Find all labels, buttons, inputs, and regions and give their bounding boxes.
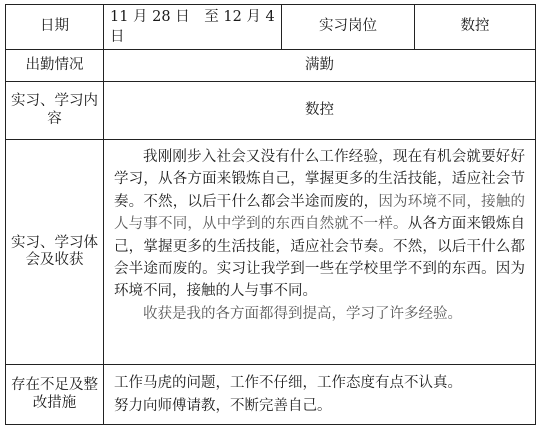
experience-paragraph-1	[114, 146, 525, 303]
experience-paragraph-2: 收获是我的各方面都得到提高，学习了许多经验。	[143, 305, 462, 322]
experience-text-part-2: 因为环境不同，接触的人与事不同，从中学到的东西自然就不一样。	[114, 193, 526, 233]
improvement-line-1: 工作马虎的问题，工作不仔细，工作态度有点不认真。	[114, 375, 462, 392]
improvement-label: 存在不足及整改措施	[6, 365, 104, 425]
attendance-value: 满勤	[104, 50, 536, 82]
position-value: 数控	[415, 5, 536, 50]
experience-text-part-1: 我刚刚步入社会又没有什么工作经验，现在有机会就要好好学习，从各方面来锻炼自己，掌握更多的生活技能，适应社会节奏。不然，以后干什么都会半途而废的，	[114, 149, 525, 210]
row-improvement	[6, 365, 536, 425]
content-label: 实习、学习内容	[6, 82, 104, 140]
row-experience	[6, 140, 536, 365]
experience-text	[104, 140, 536, 365]
internship-report-table	[5, 4, 536, 425]
row-content	[6, 82, 536, 140]
improvement-line-2: 努力向师傅请教，不断完善自己。	[114, 397, 332, 414]
row-attendance	[6, 50, 536, 82]
experience-label: 实习、学习体会及收获	[6, 140, 104, 365]
position-label: 实习岗位	[282, 5, 415, 50]
row-date	[6, 5, 536, 50]
date-value: 11 月 28 日 至 12 月 4 日	[104, 5, 282, 50]
improvement-text	[104, 365, 536, 425]
experience-text-part-3: 从各方面来锻炼自己，掌握更多的生活技能，适应社会节奏。不然，以后干什么都会半途而废的。实习让我学到一些在学校里学不到的东西。因为环境不同，接触的人与事不同。	[114, 216, 525, 300]
attendance-label: 出勤情况	[6, 50, 104, 82]
date-label: 日期	[6, 5, 104, 50]
content-value: 数控	[104, 82, 536, 140]
